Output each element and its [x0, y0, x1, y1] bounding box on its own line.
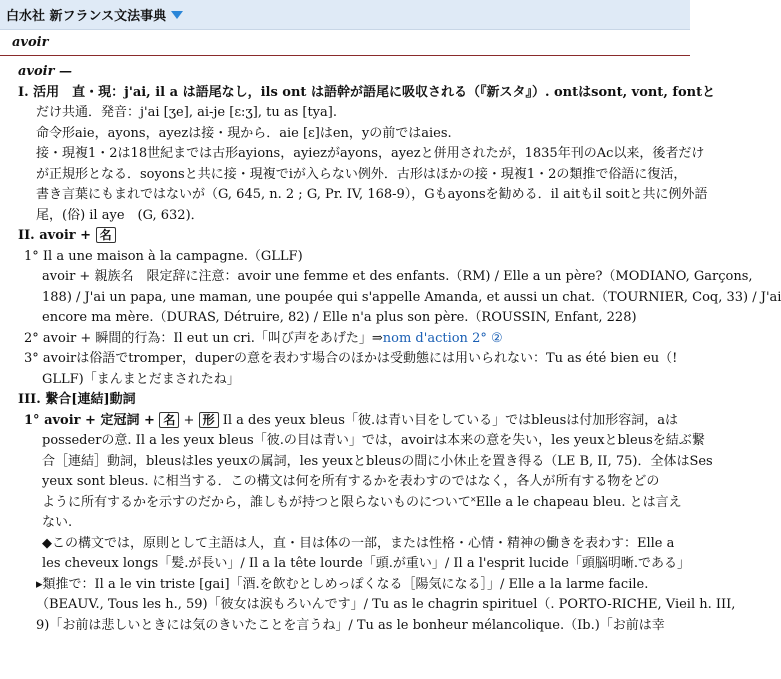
text-line: 接・現複1・2は18世紀までは古形ayions，ayiezがayons，ayezと併用されたが，1835年刊のAc以来，後者だけ: [36, 146, 705, 161]
section-heading-text: II. avoir +: [18, 228, 96, 243]
headword: avoir: [12, 35, 49, 50]
entry-content: [0, 56, 781, 636]
text-line: が正規形となる．soyonsと共に接・現複でiが入らない例外．古形はほかの接・現複1・2の類推で俗語に復活，: [36, 166, 687, 182]
text-line: 合［連結］動詞，bleusはles yeuxの属詞，les yeuxとbleusの間に小休止を置き得る（LE B, II, 75)．全体はSes: [42, 453, 713, 469]
text-line: （BEAUV., Tous les h., 59)「彼女は涙もろいんです」/ Tu as le chagrin spirituel（. PORTO-RICHE, Vieil h. III,: [36, 597, 736, 612]
text-line: 命令形aie，ayons，ayezは接・現から．aie [ɛ]はen，yの前ではaies.: [36, 125, 452, 141]
text-line: 9)「お前は悲しいときには気のきいたことを言うね」/ Tu as le bonheur mélancolique.（Ib.)「お前は幸: [36, 617, 665, 633]
text-segment: Il a des yeux bleus「彼.は青い目をしている」ではbleusは付加形容詞，aは: [218, 412, 679, 428]
text-line: possederの意. Il a les yeux bleus「彼.の目は青い」では，avoirは本来の意を失い，les yeuxとbleusを結ぶ繋: [42, 433, 705, 448]
text-line: [18, 329, 680, 350]
text-line: encore ma mère.（DURAS, Détruire, 82) / Elle n'a plus son père.（ROUSSIN, Enfant, 228): [42, 310, 637, 325]
text-line: 1° avoir + 定冠詞 + 名 + 形 Il a des yeux bleus「彼.は青い目をしている」ではbleusは付加形容詞，aは: [24, 412, 679, 428]
headword-bar: [0, 30, 690, 56]
text-line: yeux sont bleus. に相当する．この構文は何を所有するかを表わすのではなく，各人が所有する物をどの: [42, 474, 660, 489]
section-heading: [18, 226, 680, 247]
text-line: 1° Il a une maison à la campagne.（GLLF): [24, 248, 303, 264]
section-line: I. 活用 直・現：j'ai, il a は語尾なし，ils ont は語幹が語尾に吸収される（『新スタ』）. ontはsont, vont, fontと: [18, 84, 716, 100]
noun-box: 名: [96, 227, 116, 243]
text-line: ない.: [42, 515, 73, 530]
entry-heading: avoir —: [18, 64, 72, 79]
text-line: 3° avoirは俗語でtromper，duperの意を表わす場合のほかは受動態には用いられない：Tu as été bien eu（!: [24, 351, 678, 366]
text-line: avoir + 親族名 限定辞に注意：avoir une femme et des enfants.（RM) / Elle a un père?（MODIANO, Garçons,: [42, 269, 753, 284]
text-line: ▸類推で：Il a le vin triste [gai]「酒.を飲むとしめっぽくなる［陽気になる］」/ Elle a la larme facile.: [36, 576, 649, 592]
text-line: ◆この構文では，原則として主語は人，直・目は体の一部，または性格・心情・精神の働きを表わす：Elle a: [42, 535, 675, 551]
text-line: 尾，(俗) il aye (G, 632)．: [36, 207, 204, 223]
chevron-down-icon[interactable]: [171, 11, 183, 19]
text-line: ように所有するかを示すのだから，誰しもが持つと限らないものについて˟Elle a le chapeau bleu. とは言え: [42, 494, 682, 510]
text-line: だけ共通．発音：j'ai [ʒe], ai-je [ɛ:ʒ], tu as [tya].: [36, 105, 337, 120]
noun-box: 名: [159, 412, 179, 428]
dictionary-title[interactable]: 白水社 新フランス文法事典: [6, 9, 167, 24]
section-heading: III. 繋合[連結]動詞: [18, 392, 136, 407]
text-line: GLLF)「まんまとだまされたね」: [42, 371, 240, 387]
dictionary-header[interactable]: [0, 0, 690, 30]
text-line: les cheveux longs「髪.が長い」/ Il a la tête lourde「頭.が重い」/ Il a l'esprit lucide「頭脳明晰.である」: [42, 556, 690, 571]
text-segment: 1° avoir + 定冠詞 +: [24, 412, 160, 428]
cross-reference-link[interactable]: nom d'action 2° ②: [382, 330, 503, 346]
text-segment: 2° avoir + 瞬間的行為：Il eut un cri.「叫び声をあげた」⇒: [24, 330, 383, 346]
adjective-box: 形: [199, 412, 219, 428]
text-line: 書き言葉にもまれではないが（G, 645, n. 2 ; G, Pr. IV, 168-9），Gもayonsを勧める．il aitもil soitと共に例外語: [36, 187, 708, 202]
text-line: 188) / J'ai un papa, une maman, une poupée qui s'appelle Amanda, et aussi un chat.（TOURNIER, Coq, 33) / J'ai: [42, 289, 781, 305]
